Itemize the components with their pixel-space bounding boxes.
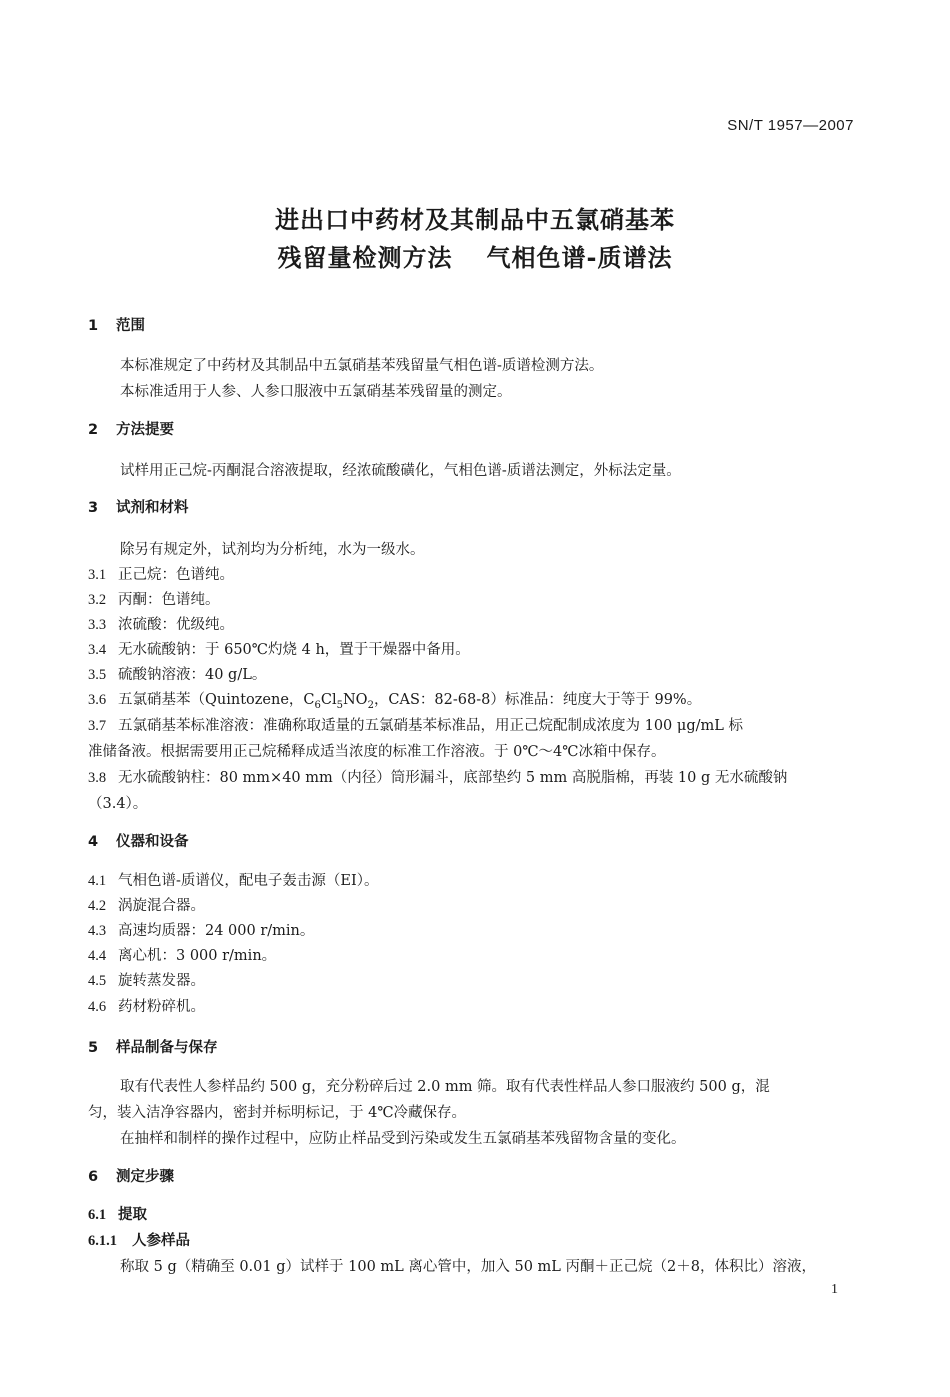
section-5-para-1: 取有代表性人参样品约 500 g，充分粉碎后过 2.0 mm 筛。取有代表性样品人参口服液约 500 g，混 — [120, 1079, 770, 1095]
clause-6-1-heading: 6.1 提取 — [88, 1207, 147, 1223]
clause-4-1: 4.1 气相色谱-质谱仪，配电子轰击源（EI）。 — [88, 873, 379, 889]
clause-4-6: 4.6 药材粉碎机。 — [88, 999, 205, 1015]
clause-3-8-cont: （3.4）。 — [88, 796, 148, 812]
clause-6-1-1-heading: 6.1.1 人参样品 — [88, 1233, 190, 1249]
section-2-heading: 2 方法提要 — [88, 422, 174, 438]
document-title-line1: 进出口中药材及其制品中五氯硝基苯 — [275, 206, 675, 234]
section-5-para-2: 在抽样和制样的操作过程中，应防止样品受到污染或发生五氯硝基苯残留物含量的变化。 — [120, 1131, 686, 1147]
clause-3-3: 3.3 浓硫酸：优级纯。 — [88, 617, 234, 633]
clause-3-8: 3.8 无水硫酸钠柱：80 mm×40 mm（内径）筒形漏斗，底部垫约 5 mm 高脱脂棉，再装 10 g 无水硫酸钠 — [88, 770, 788, 786]
section-3-para-1: 除另有规定外，试剂均为分析纯，水为一级水。 — [120, 542, 425, 558]
section-1-para-1: 本标准规定了中药材及其制品中五氯硝基苯残留量气相色谱-质谱检测方法。 — [120, 358, 604, 374]
section-5-para-1-cont: 匀，装入洁净容器内，密封并标明标记，于 4℃冷藏保存。 — [88, 1105, 467, 1121]
clause-4-3: 4.3 高速均质器：24 000 r/min。 — [88, 923, 315, 939]
clause-3-2: 3.2 丙酮：色谱纯。 — [88, 592, 220, 608]
page-number: 1 — [831, 1282, 838, 1297]
section-2-para-1: 试样用正己烷-丙酮混合溶液提取，经浓硫酸磺化，气相色谱-质谱法测定，外标法定量。 — [120, 463, 681, 479]
title-part-method: 残留量检测方法 — [277, 244, 453, 272]
clause-3-7-cont: 准储备液。根据需要用正己烷稀释成适当浓度的标准工作溶液。于 0℃～4℃冰箱中保存。 — [88, 744, 666, 760]
clause-3-5: 3.5 硫酸钠溶液：40 g/L。 — [88, 667, 267, 683]
clause-3-1: 3.1 正己烷：色谱纯。 — [88, 567, 234, 583]
clause-4-2: 4.2 涡旋混合器。 — [88, 898, 205, 914]
standard-code: SN/T 1957—2007 — [727, 117, 854, 134]
section-6-heading: 6 测定步骤 — [88, 1169, 174, 1185]
section-5-heading: 5 样品制备与保存 — [88, 1040, 218, 1056]
title-part-gcms: 气相色谱-质谱法 — [486, 244, 673, 272]
clause-3-6: 3.6 五氯硝基苯（Quintozene，$C_6Cl_5NO_2$，CAS：82-68-8）标准品：纯度大于等于 99%。 — [88, 692, 702, 711]
clause-3-4: 3.4 无水硫酸钠：于 650℃灼烧 4 h，置于干燥器中备用。 — [88, 642, 470, 658]
section-1-para-2: 本标准适用于人参、人参口服液中五氯硝基苯残留量的测定。 — [120, 384, 512, 400]
clause-4-4: 4.4 离心机：3 000 r/min。 — [88, 948, 277, 964]
section-3-heading: 3 试剂和材料 — [88, 500, 189, 516]
clause-4-5: 4.5 旋转蒸发器。 — [88, 973, 205, 989]
clause-6-1-1-para: 称取 5 g（精确至 0.01 g）试样于 100 mL 离心管中，加入 50 mL 丙酮＋正己烷（2＋8，体积比）溶液， — [120, 1259, 816, 1275]
section-4-heading: 4 仪器和设备 — [88, 834, 189, 850]
document-title-line2 — [0, 238, 950, 273]
clause-3-7: 3.7 五氯硝基苯标准溶液：准确称取适量的五氯硝基苯标准品，用正己烷配制成浓度为 100 μg/mL 标 — [88, 718, 743, 734]
section-1-heading: 1 范围 — [88, 318, 145, 334]
